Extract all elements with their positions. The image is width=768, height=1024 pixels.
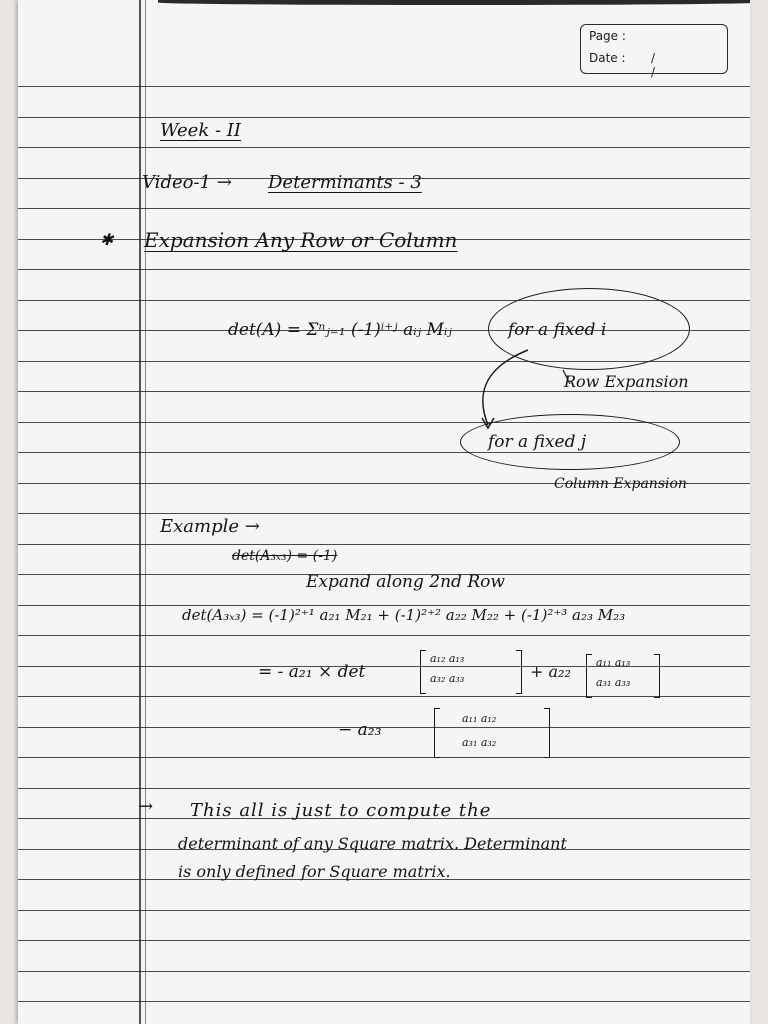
example-label: Example →: [160, 516, 260, 537]
ruled-line: [18, 208, 750, 209]
matrix3-row1: a₁₁ a₁₂: [462, 712, 497, 725]
matrix2-row2: a₃₁ a₃₃: [596, 676, 631, 689]
matrix3-row2: a₃₁ a₃₂: [462, 736, 497, 749]
minus-a21-det: = - a₂₁ × det: [258, 662, 366, 682]
ruled-line: [18, 544, 750, 545]
matrix3-left-bracket: [434, 708, 440, 758]
matrix1-right-bracket: [516, 650, 522, 694]
expand-along-label: Expand along 2nd Row: [306, 572, 505, 592]
ruled-line: [18, 117, 750, 118]
ruled-line: [18, 727, 750, 728]
ruled-line: [18, 86, 750, 87]
ruled-line: [18, 1001, 750, 1002]
plus-a22: + a₂₂: [530, 662, 571, 681]
ruled-line: [18, 971, 750, 972]
conclusion-line3: is only defined for Square matrix.: [178, 862, 451, 881]
matrix1-row1: a₁₂ a₁₃: [430, 652, 465, 665]
topic-title: Determinants - 3: [268, 172, 422, 193]
row-expansion-label: Row Expansion: [564, 372, 689, 391]
bullet-mark: ✱: [100, 230, 114, 249]
ruled-line: [18, 635, 750, 636]
margin-line: [139, 0, 141, 1024]
page-top-edge: [158, 0, 750, 5]
ruled-line: [18, 788, 750, 789]
conclusion-line1: This all is just to compute the: [190, 800, 492, 821]
struck-out-text: det(A₃ₓ₃) = (-1): [232, 548, 338, 564]
ruled-line: [18, 757, 750, 758]
date-slashes: / /: [651, 51, 686, 79]
ruled-line: [18, 666, 750, 667]
page-label: Page :: [589, 29, 626, 43]
ruled-line: [18, 513, 750, 514]
column-expansion-label: Column Expansion: [554, 476, 687, 492]
section-heading: Expansion Any Row or Column: [144, 228, 458, 252]
matrix2-left-bracket: [586, 654, 592, 698]
notebook-page: [18, 0, 750, 1024]
matrix2-row1: a₁₁ a₁₃: [596, 656, 631, 669]
margin-line-inner: [145, 0, 146, 1024]
matrix3-right-bracket: [544, 708, 550, 758]
matrix1-row2: a₃₂ a₃₃: [430, 672, 465, 685]
minus-a23: − a₂₃: [338, 720, 382, 740]
ruled-line: [18, 269, 750, 270]
for-fixed-i: for a fixed i: [508, 320, 607, 340]
matrix2-right-bracket: [654, 654, 660, 698]
expansion-line: det(A₃ₓ₃) = (-1)²⁺¹ a₂₁ M₂₁ + (-1)²⁺² a₂₂ M₂₂ + (-1)²⁺³ a₂₃ M₂₃: [182, 606, 626, 624]
conclusion-line2: determinant of any Square matrix. Determinant: [178, 834, 567, 853]
matrix1-left-bracket: [420, 650, 426, 694]
date-label: Date :: [589, 51, 626, 65]
for-fixed-j: for a fixed j: [488, 432, 587, 452]
ruled-line: [18, 696, 750, 697]
ruled-line: [18, 910, 750, 911]
ruled-line: [18, 147, 750, 148]
week-heading: Week - II: [160, 120, 241, 141]
ruled-line: [18, 391, 750, 392]
video-label: Video-1 →: [142, 172, 232, 193]
determinant-formula: det(A) = Σⁿⱼ₌₁ (-1)ⁱ⁺ʲ aᵢⱼ Mᵢⱼ: [228, 320, 452, 340]
page-date-box: [580, 24, 728, 79]
conclusion-arrow: →: [138, 796, 154, 817]
ruled-line: [18, 940, 750, 941]
